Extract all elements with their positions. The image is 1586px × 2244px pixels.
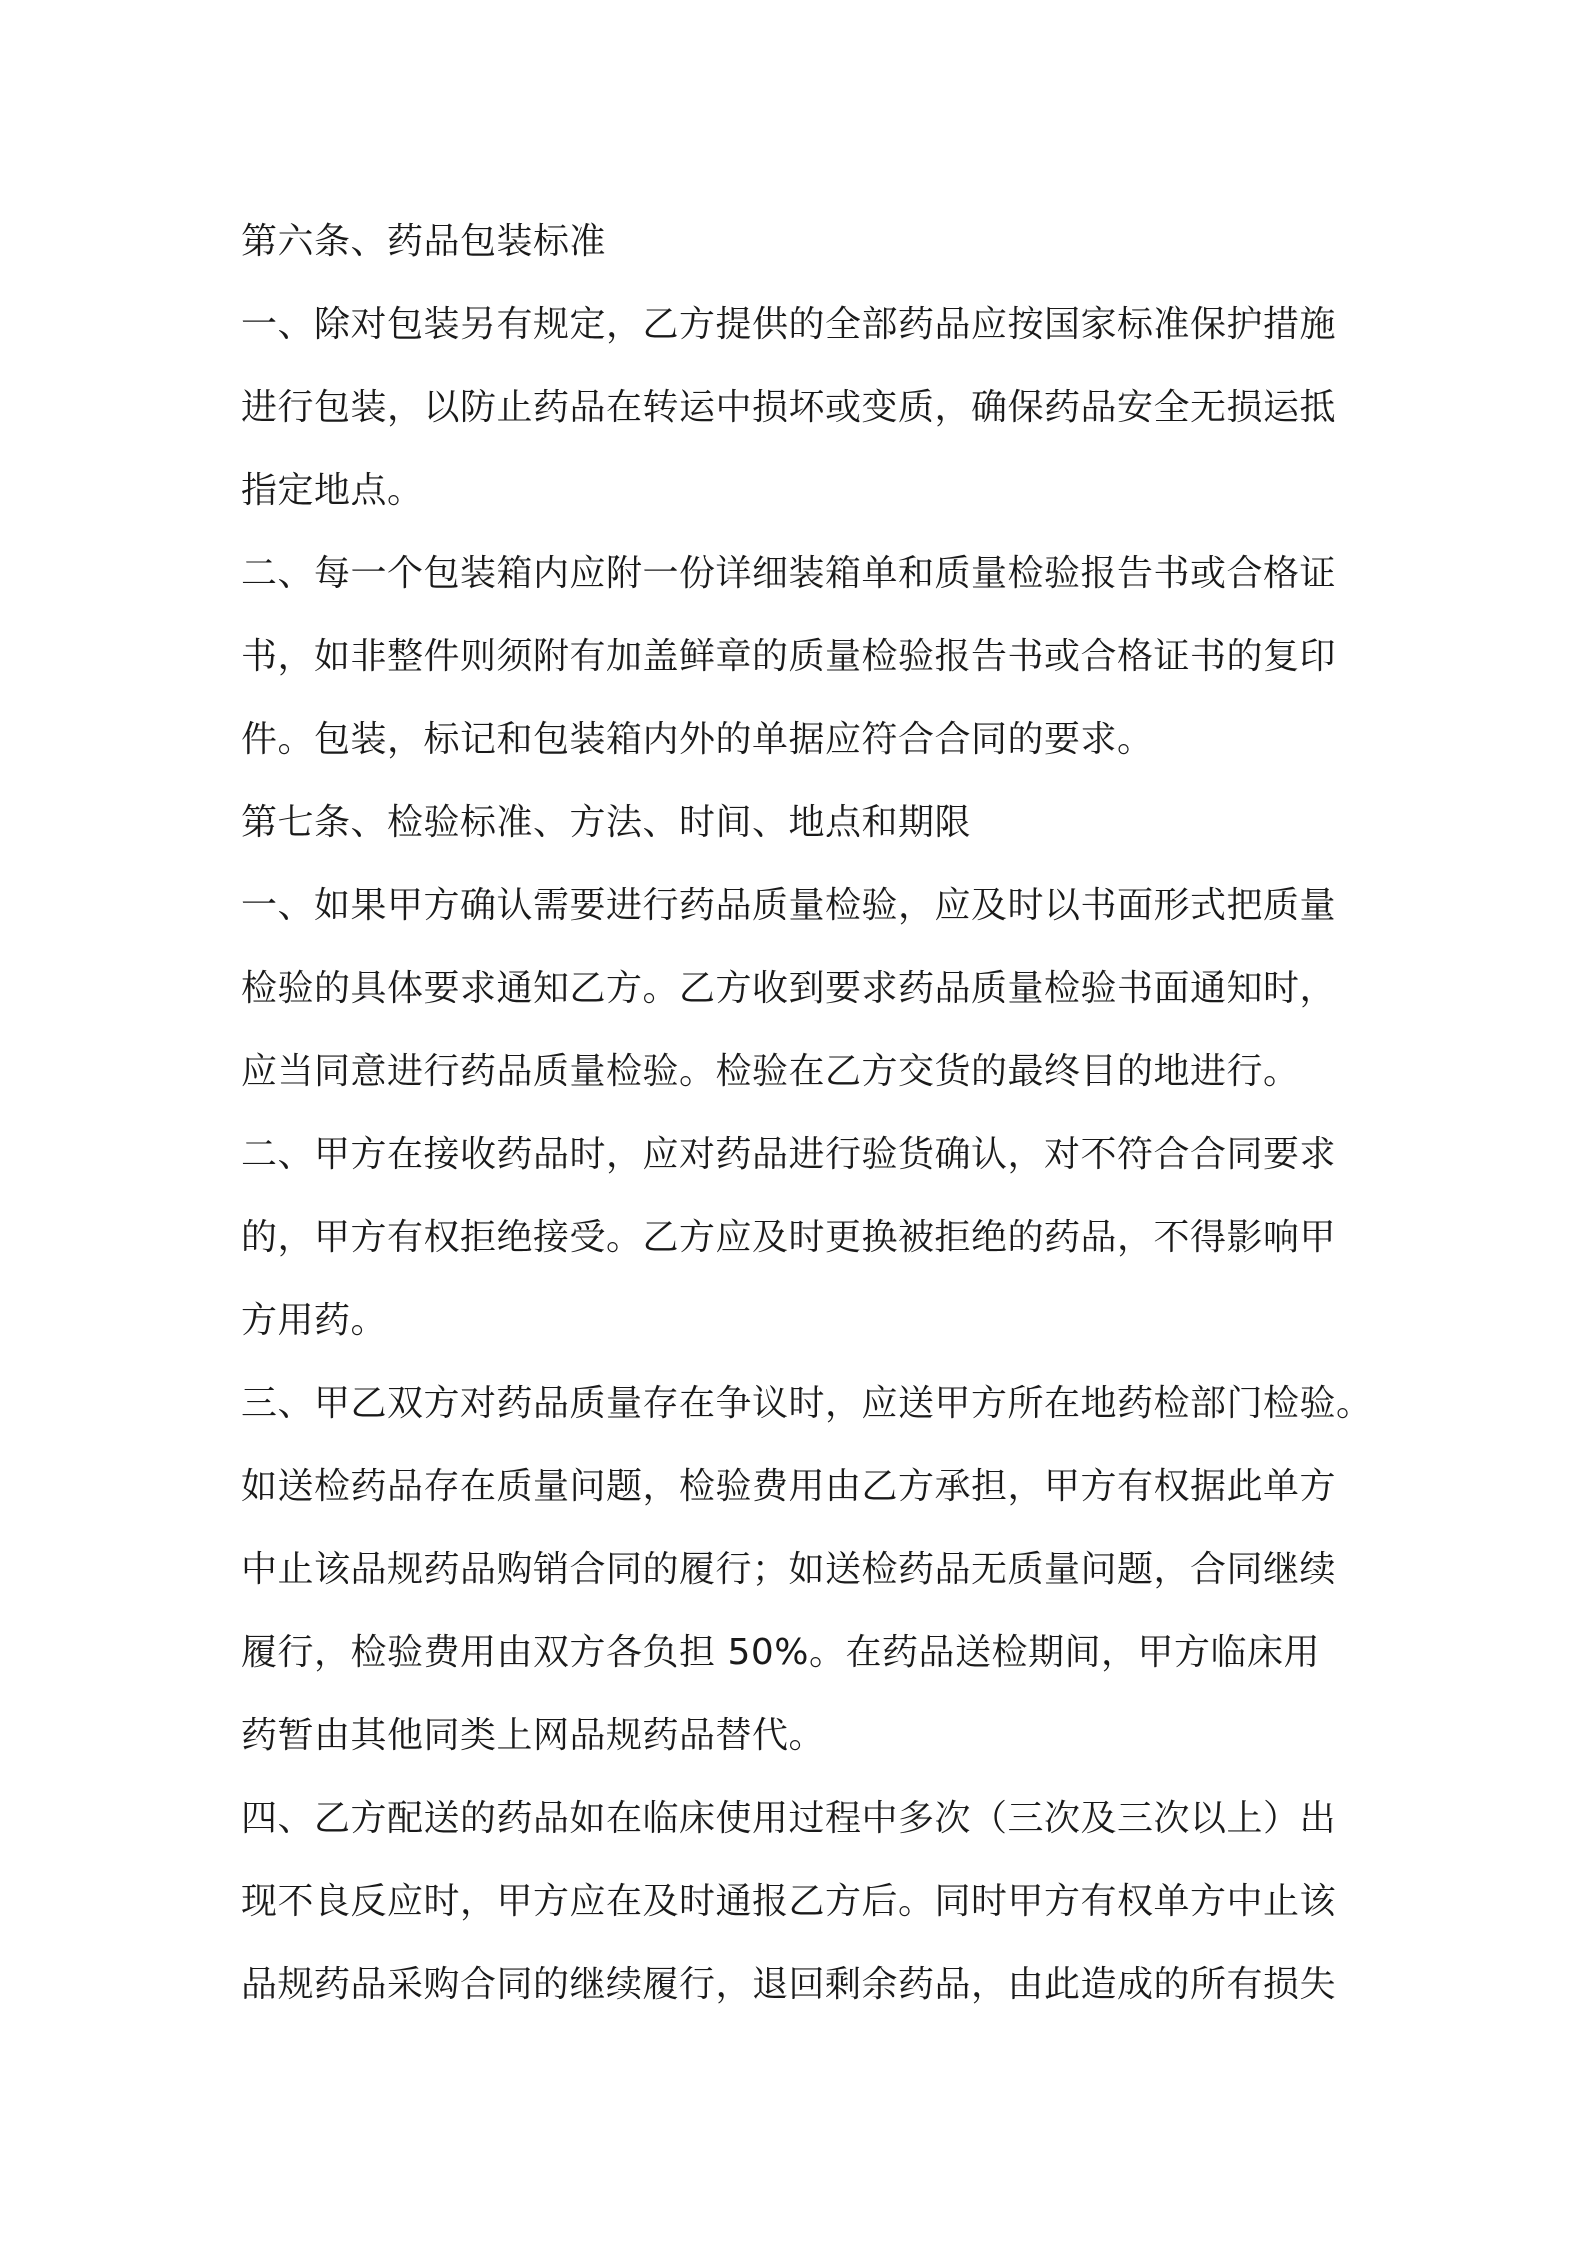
paragraph-line: 四、乙方配送的药品如在临床使用过程中多次（三次及三次以上）出 [241, 1798, 1337, 1839]
paragraph-line: 一、除对包装另有规定，乙方提供的全部药品应按国家标准保护措施 [241, 304, 1337, 345]
article-seven-heading: 第七条、检验标准、方法、时间、地点和期限 [241, 802, 972, 843]
paragraph-line: 检验的具体要求通知乙方。乙方收到要求药品质量检验书面通知时， [241, 968, 1337, 1009]
article-six-heading: 第六条、药品包装标准 [241, 221, 607, 262]
paragraph-line: 现不良反应时，甲方应在及时通报乙方后。同时甲方有权单方中止该 [241, 1881, 1337, 1922]
paragraph-line: 二、甲方在接收药品时，应对药品进行验货确认，对不符合合同要求 [241, 1134, 1337, 1175]
paragraph-line: 件。包装，标记和包装箱内外的单据应符合合同的要求。 [241, 719, 1154, 760]
document-page [241, 200, 1373, 2026]
paragraph-line: 三、甲乙双方对药品质量存在争议时，应送甲方所在地药检部门检验。 [241, 1383, 1373, 1424]
paragraph-line: 方用药。 [241, 1300, 388, 1341]
paragraph-line: 品规药品采购合同的继续履行，退回剩余药品，由此造成的所有损失 [241, 1964, 1337, 2005]
paragraph-line: 进行包装，以防止药品在转运中损坏或变质，确保药品安全无损运抵 [241, 387, 1337, 428]
paragraph-line: 的，甲方有权拒绝接受。乙方应及时更换被拒绝的药品，不得影响甲 [241, 1217, 1337, 1258]
paragraph-line: 中止该品规药品购销合同的履行；如送检药品无质量问题，合同继续 [241, 1549, 1337, 1590]
paragraph-line: 指定地点。 [241, 470, 424, 511]
paragraph-line: 书，如非整件则须附有加盖鲜章的质量检验报告书或合格证书的复印 [241, 636, 1337, 677]
paragraph-line: 如送检药品存在质量问题，检验费用由乙方承担，甲方有权据此单方 [241, 1466, 1337, 1507]
paragraph-line: 一、如果甲方确认需要进行药品质量检验，应及时以书面形式把质量 [241, 885, 1337, 926]
paragraph-line: 应当同意进行药品质量检验。检验在乙方交货的最终目的地进行。 [241, 1051, 1300, 1092]
paragraph-line: 履行，检验费用由双方各负担 50%。在药品送检期间，甲方临床用 [241, 1632, 1320, 1673]
paragraph-line: 二、每一个包装箱内应附一份详细装箱单和质量检验报告书或合格证 [241, 553, 1337, 594]
paragraph-line: 药暂由其他同类上网品规药品替代。 [241, 1715, 826, 1756]
